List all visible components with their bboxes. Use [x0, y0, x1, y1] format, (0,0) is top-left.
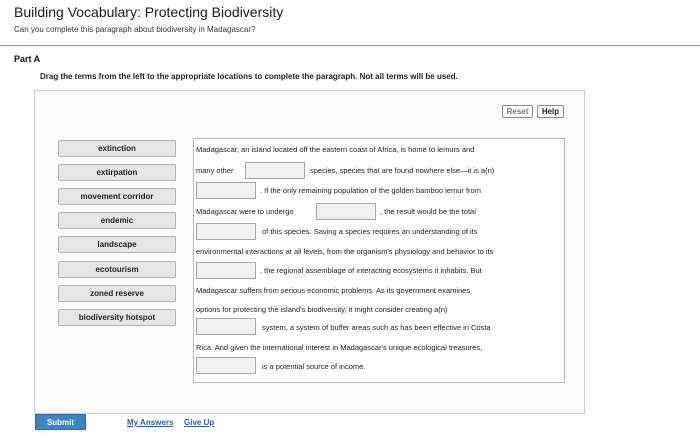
- paragraph-line: environmental interactions at all levels, from the organism's physiology and behavior to its: [196, 247, 494, 256]
- drop-target-1[interactable]: [245, 162, 305, 179]
- drop-target-5[interactable]: [196, 262, 256, 279]
- term-ecotourism[interactable]: ecotourism: [58, 261, 176, 278]
- paragraph-line: options for protecting the island's biodiversity, it might consider creating a(n): [196, 305, 448, 314]
- submit-button[interactable]: Submit: [35, 414, 86, 430]
- drop-target-7[interactable]: [196, 357, 256, 374]
- my-answers-link[interactable]: My Answers: [127, 418, 174, 427]
- page-title: Building Vocabulary: Protecting Biodiversity: [14, 4, 284, 20]
- paragraph-line: Rica. And given the international interest in Madagascar's unique ecological treasures,: [196, 343, 483, 352]
- part-label: Part A: [14, 54, 41, 64]
- paragraph-line: . If the only remaining population of the golden bamboo lemur from: [260, 186, 481, 195]
- term-movement-corridor[interactable]: movement corridor: [58, 188, 176, 205]
- paragraph-line: , the result would be the total: [380, 207, 476, 216]
- paragraph-line: many other: [196, 166, 234, 175]
- give-up-link[interactable]: Give Up: [184, 418, 215, 427]
- page-subtitle: Can you complete this paragraph about biodiversity in Madagascar?: [14, 25, 256, 34]
- drop-target-2[interactable]: [196, 182, 256, 199]
- term-landscape[interactable]: landscape: [58, 236, 176, 253]
- paragraph-line: species, species that are found nowhere else—it is a(n): [310, 166, 495, 175]
- help-button[interactable]: Help: [537, 105, 564, 118]
- reset-button[interactable]: Reset: [502, 105, 533, 118]
- divider: [0, 45, 700, 46]
- paragraph-line: Madagascar suffers from serious economic problems. As its government examines: [196, 286, 471, 295]
- paragraph-line: Madagascar, an island located off the eastern coast of Africa, is home to lemurs and: [196, 145, 475, 154]
- paragraph-line: Madagascar were to undergo: [196, 207, 294, 216]
- term-zoned-reserve[interactable]: zoned reserve: [58, 285, 176, 302]
- paragraph-line: system, a system of buffer areas such as has been effective in Costa: [262, 323, 491, 332]
- paragraph-line: , the regional assemblage of interacting ecosystems it inhabits. But: [260, 266, 482, 275]
- paragraph-line: of this species. Saving a species requires an understanding of its: [262, 227, 478, 236]
- term-endemic[interactable]: endemic: [58, 212, 176, 229]
- instruction-text: Drag the terms from the left to the appropriate locations to complete the paragraph. Not all terms will be used.: [40, 72, 458, 81]
- term-extirpation[interactable]: extirpation: [58, 164, 176, 181]
- drop-target-6[interactable]: [196, 318, 256, 335]
- term-biodiversity-hotspot[interactable]: biodiversity hotspot: [58, 309, 176, 326]
- paragraph-line: is a potential source of income.: [262, 362, 366, 371]
- drop-target-3[interactable]: [316, 203, 376, 220]
- drop-target-4[interactable]: [196, 223, 256, 240]
- term-extinction[interactable]: extinction: [58, 140, 176, 157]
